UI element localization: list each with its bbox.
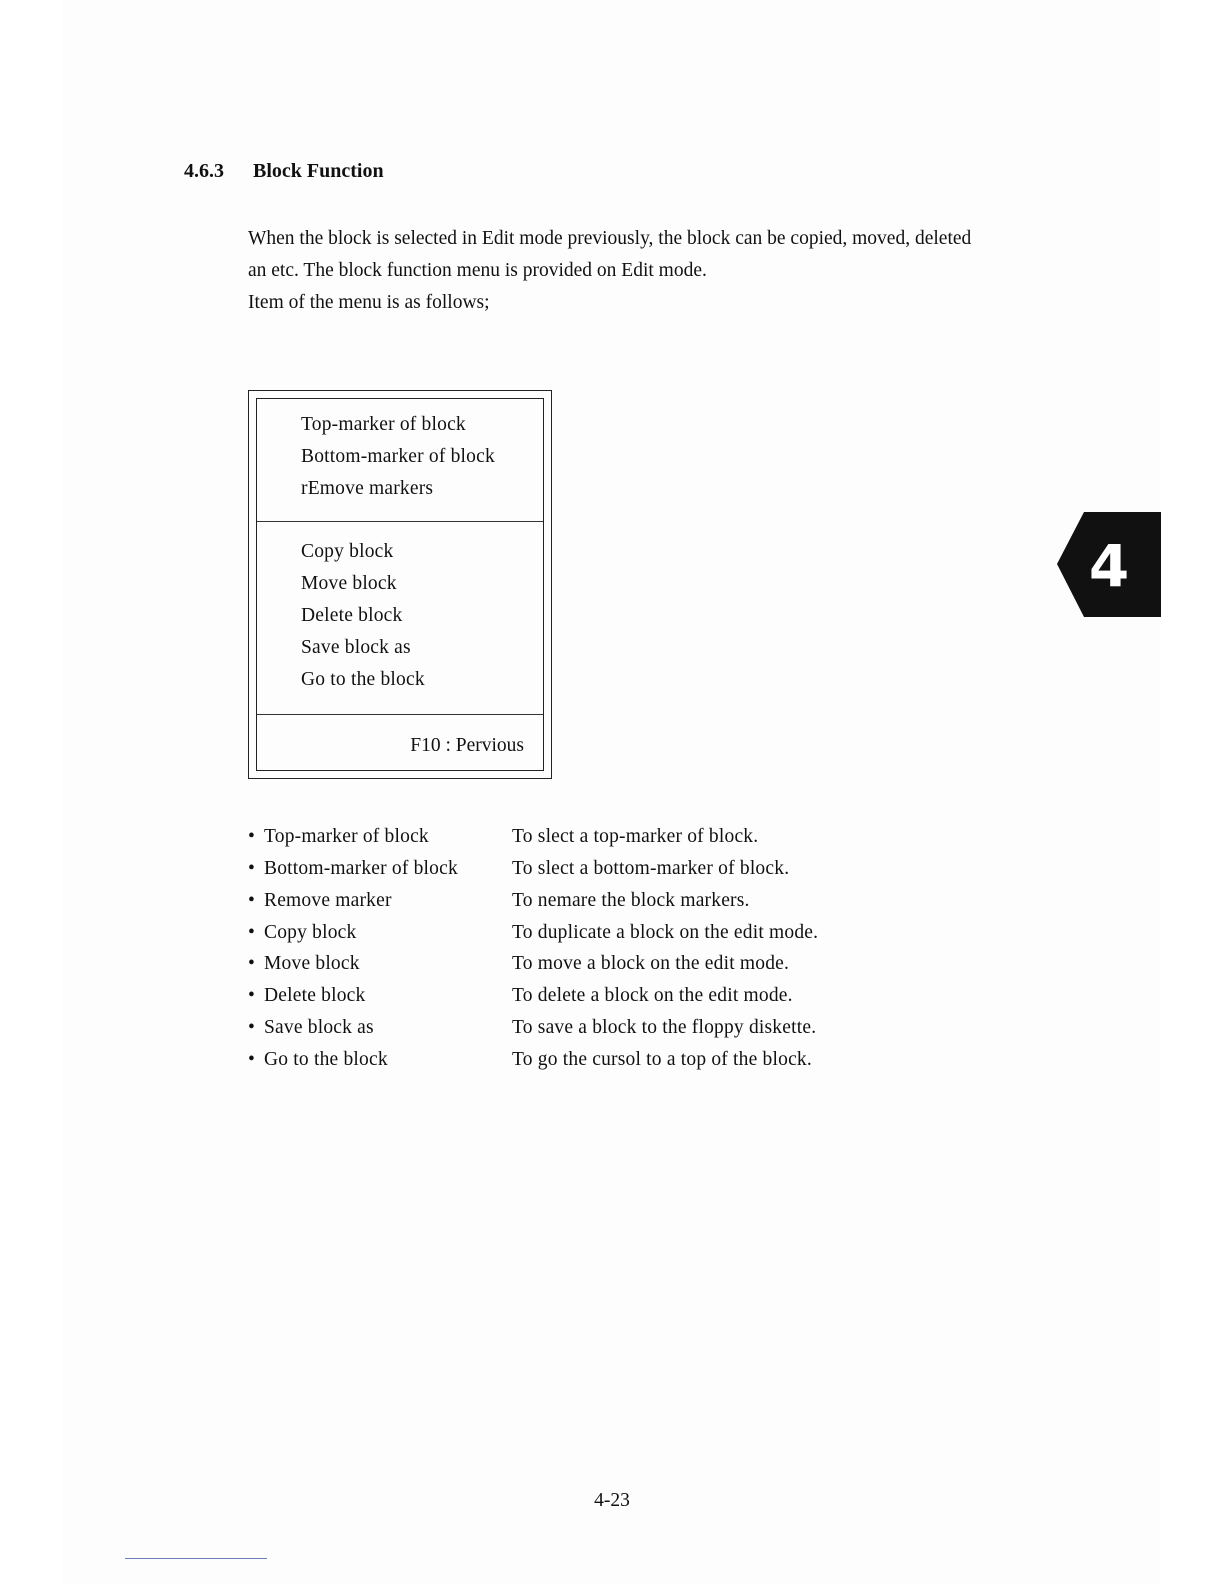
menu-group-markers <box>257 399 543 522</box>
description-row <box>248 953 789 975</box>
menu-item-remove-markers[interactable]: rEmove markers <box>301 478 434 499</box>
scan-edge-line <box>125 1558 267 1559</box>
menu-item-bottom-marker[interactable]: Bottom-marker of block <box>301 446 495 467</box>
description-text: To save a block to the floppy diskette. <box>512 1017 817 1038</box>
chapter-tab-label: 4 <box>1088 532 1130 600</box>
description-text: To go the cursol to a top of the block. <box>512 1049 812 1070</box>
menu-item-delete-block[interactable]: Delete block <box>301 605 403 626</box>
intro-line: When the block is selected in Edit mode previously, the block can be copied, moved, deleted <box>248 228 972 249</box>
section-heading <box>184 160 384 183</box>
description-row <box>248 985 793 1007</box>
bullet: • <box>248 858 256 879</box>
description-term: Bottom-marker of block <box>264 858 458 879</box>
menu-item-copy-block[interactable]: Copy block <box>301 541 394 562</box>
description-text: To slect a top-marker of block. <box>512 826 759 847</box>
description-term: Delete block <box>264 985 366 1006</box>
description-term: Top-marker of block <box>264 826 429 847</box>
description-text: To duplicate a block on the edit mode. <box>512 922 819 943</box>
bullet: • <box>248 890 256 911</box>
section-number: 4.6.3 <box>184 160 224 182</box>
intro-paragraph <box>248 223 1068 319</box>
description-term: Remove marker <box>264 890 392 911</box>
description-row <box>248 890 750 912</box>
description-row <box>248 922 818 944</box>
intro-line: Item of the menu is as follows; <box>248 292 490 313</box>
bullet: • <box>248 1017 256 1038</box>
block-function-menu <box>248 390 552 779</box>
description-term: Copy block <box>264 922 357 943</box>
menu-item-save-block-as[interactable]: Save block as <box>301 637 411 658</box>
menu-footer-previous[interactable]: F10 : Pervious <box>410 735 524 756</box>
menu-group-footer <box>257 715 543 770</box>
description-text: To move a block on the edit mode. <box>512 953 790 974</box>
description-text: To delete a block on the edit mode. <box>512 985 793 1006</box>
menu-group-actions <box>257 522 543 715</box>
section-title: Block Function <box>253 160 384 182</box>
bullet: • <box>248 922 256 943</box>
menu-item-go-to-block[interactable]: Go to the block <box>301 669 425 690</box>
bullet: • <box>248 985 256 1006</box>
description-row <box>248 826 758 848</box>
bullet: • <box>248 826 256 847</box>
menu-inner-frame <box>256 398 544 771</box>
menu-item-top-marker[interactable]: Top-marker of block <box>301 414 466 435</box>
description-term: Save block as <box>264 1017 374 1038</box>
description-text: To slect a bottom-marker of block. <box>512 858 790 879</box>
bullet: • <box>248 1049 256 1070</box>
description-term: Go to the block <box>264 1049 388 1070</box>
page-number: 4-23 <box>594 1490 630 1511</box>
description-term: Move block <box>264 953 360 974</box>
chapter-tab-badge <box>1057 512 1161 617</box>
description-text: To nemare the block markers. <box>512 890 750 911</box>
intro-line: an etc. The block function menu is provided on Edit mode. <box>248 260 707 281</box>
description-row <box>248 1049 812 1071</box>
bullet: • <box>248 953 256 974</box>
description-row <box>248 1017 816 1039</box>
menu-item-move-block[interactable]: Move block <box>301 573 397 594</box>
description-row <box>248 858 789 880</box>
